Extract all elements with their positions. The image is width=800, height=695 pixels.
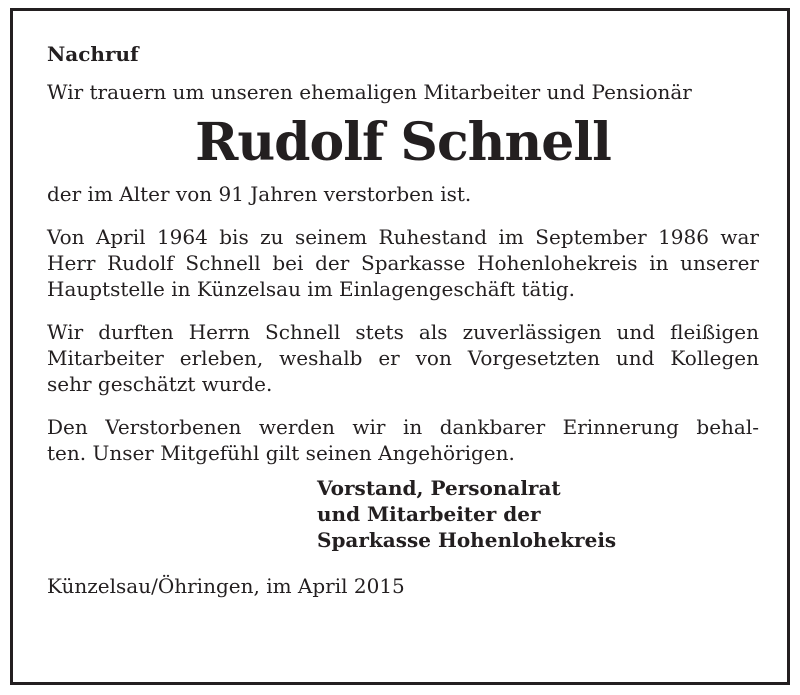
career-line: Hauptstelle in Künzelsau im Einlagengeschäft tätig. — [47, 277, 575, 301]
praise-line: sehr geschätzt wurde. — [47, 372, 273, 396]
age-line: der im Alter von 91 Jahren verstorben ist. — [47, 182, 472, 206]
praise-line: Wir durften Herrn Schnell stets als zuverlässigen und fleißigen — [47, 320, 759, 344]
career-line: Von April 1964 bis zu seinem Ruhestand im September 1986 war — [47, 225, 759, 249]
signature-line: Sparkasse Hohenlohekreis — [317, 528, 617, 552]
intro-line: Wir trauern um unseren ehemaligen Mitarbeiter und Pensionär — [47, 80, 692, 104]
signature-line: und Mitarbeiter der — [317, 502, 541, 526]
praise-paragraph — [47, 319, 759, 397]
signature-line: Vorstand, Personalrat — [317, 476, 561, 500]
notice-body — [47, 41, 759, 599]
notice-label: Nachruf — [47, 42, 139, 66]
praise-line: Mitarbeiter erleben, weshalb er von Vorgesetzten und Kollegen — [47, 346, 759, 370]
deceased-name: Rudolf Schnell — [195, 112, 611, 173]
obituary-notice — [10, 8, 790, 685]
career-line: Herr Rudolf Schnell bei der Sparkasse Hohenlohekreis in unserer — [47, 251, 759, 275]
memory-line: Den Verstorbenen werden wir in dankbarer Erinnerung behal- — [47, 415, 759, 439]
memory-line: ten. Unser Mitgefühl gilt seinen Angehörigen. — [47, 441, 515, 465]
career-paragraph — [47, 224, 759, 302]
memory-paragraph — [47, 414, 759, 466]
signature-block — [317, 475, 759, 553]
place-date: Künzelsau/Öhringen, im April 2015 — [47, 574, 405, 598]
